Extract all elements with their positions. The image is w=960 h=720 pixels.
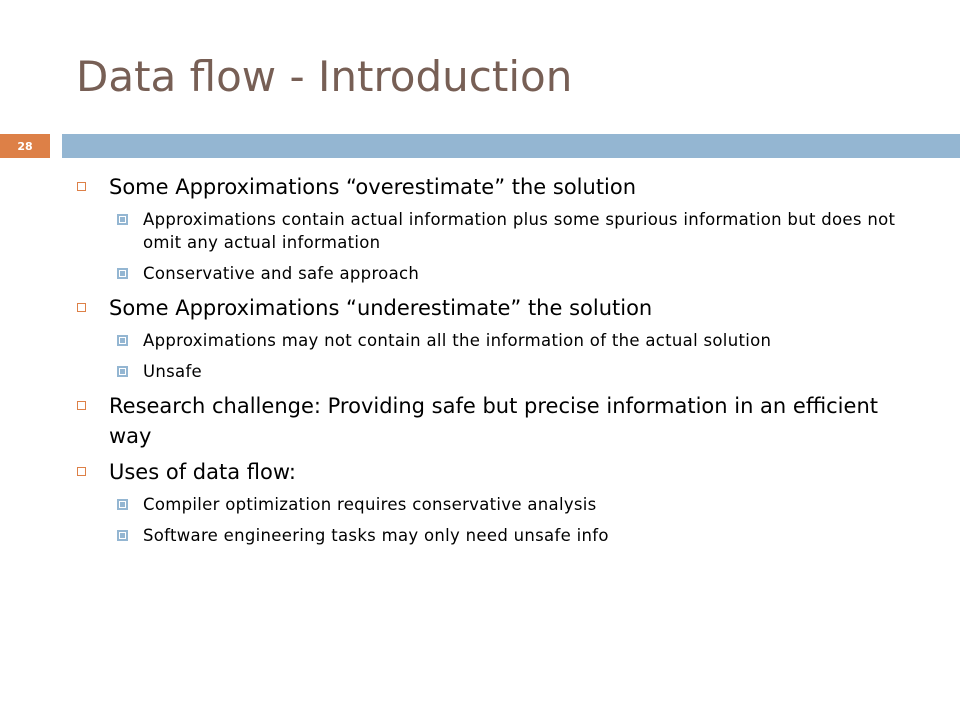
bullet-underestimate (100, 293, 900, 323)
sub-bullet-text: Compiler optimization requires conservative analysis (143, 495, 597, 514)
filled-square-bullet-icon (117, 366, 128, 377)
sub-bullet (143, 524, 900, 547)
sub-bullet (143, 360, 900, 383)
bullet-text: Some Approximations “overestimate” the solution (109, 175, 637, 199)
bullet-uses-of-data-flow (100, 457, 900, 487)
hollow-square-bullet-icon (77, 401, 86, 410)
header-bar (62, 134, 960, 158)
filled-square-bullet-icon (117, 499, 128, 510)
filled-square-bullet-icon (117, 335, 128, 346)
filled-square-bullet-icon (117, 214, 128, 225)
hollow-square-bullet-icon (77, 182, 86, 191)
sub-bullet-text: Software engineering tasks may only need unsafe info (143, 526, 609, 545)
bullet-overestimate (100, 172, 900, 202)
bullet-text: Uses of data flow: (109, 460, 296, 484)
sub-bullet (143, 493, 900, 516)
slide-number: 28 (0, 134, 50, 158)
slide-title: Data flow - Introduction (76, 52, 573, 101)
slide-content (100, 172, 900, 555)
sub-bullet-text: Unsafe (143, 362, 203, 381)
sub-bullet-text: Conservative and safe approach (143, 264, 420, 283)
sub-bullet-text: Approximations may not contain all the information of the actual solution (143, 331, 772, 350)
bullet-research-challenge (100, 391, 900, 451)
sub-bullet-text: Approximations contain actual information plus some spurious information but does not omit any actual information (143, 210, 896, 252)
sub-bullet (143, 262, 900, 285)
filled-square-bullet-icon (117, 530, 128, 541)
hollow-square-bullet-icon (77, 467, 86, 476)
filled-square-bullet-icon (117, 268, 128, 279)
hollow-square-bullet-icon (77, 303, 86, 312)
bullet-text: Some Approximations “underestimate” the solution (109, 296, 653, 320)
sub-bullet (143, 208, 900, 254)
sub-bullet (143, 329, 900, 352)
bullet-text: Research challenge: Providing safe but precise information in an efficient way (109, 394, 878, 448)
